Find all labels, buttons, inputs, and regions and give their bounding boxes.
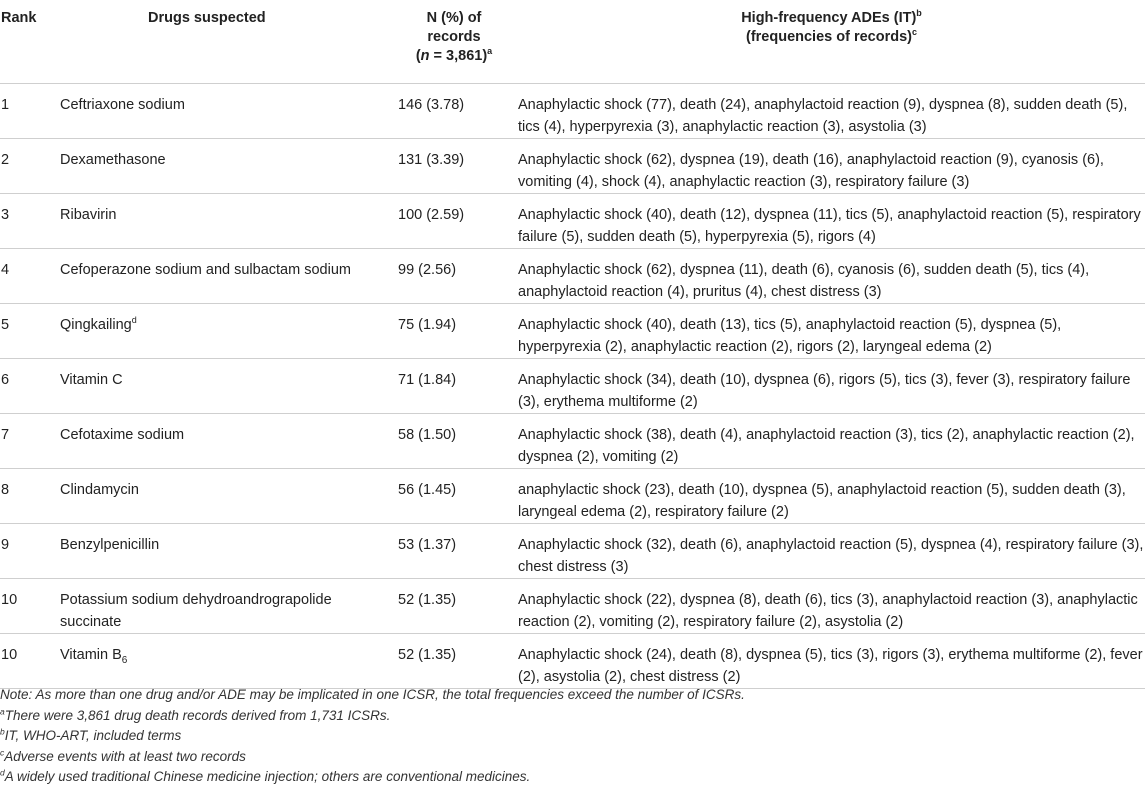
- footnote-a: [0, 706, 1145, 727]
- header-ade-sup1: b: [916, 8, 922, 19]
- footnote-b: [0, 726, 1145, 747]
- table-row: [0, 248, 1145, 303]
- footnote-a-text: There were 3,861 drug death records derived from 1,731 ICSRs.: [4, 707, 391, 723]
- cell-n: 146 (3.78): [398, 96, 465, 113]
- cell-drug: Ceftriaxone sodium: [60, 96, 185, 113]
- header-n-records: [390, 0, 518, 83]
- header-ade: [518, 0, 1145, 83]
- table-row: [0, 138, 1145, 193]
- header-n-line1: N (%) of: [426, 10, 482, 26]
- cell-rank: 2: [1, 151, 10, 168]
- table-header: [0, 0, 1145, 83]
- table-row: [0, 578, 1145, 633]
- footnote-a-mark: a: [0, 706, 5, 716]
- cell-ade: Anaphylactic shock (40), death (13), tics (5), anaphylactoid reaction (5), dyspnea (5), hyperpyrexia (2), anaphylactic reaction (2), rigors (2), laryngeal edema (2): [518, 316, 1062, 355]
- cell-ade: Anaphylactic shock (34), death (10), dyspnea (6), rigors (5), tics (3), fever (3), respiratory failure (3), erythema multiforme (2): [518, 371, 1131, 410]
- cell-rank: 4: [1, 261, 10, 278]
- cell-n: 75 (1.94): [398, 316, 457, 333]
- cell-drug: [60, 303, 390, 358]
- header-n-line2: records: [427, 29, 481, 45]
- cell-drug: Vitamin C: [60, 371, 123, 388]
- cell-drug: Potassium sodium dehydroandrograpolide succinate: [60, 591, 332, 630]
- header-n-var: n: [420, 48, 430, 64]
- cell-drug-sub: 6: [121, 654, 128, 666]
- table-row: [0, 303, 1145, 358]
- cell-drug: Cefotaxime sodium: [60, 426, 185, 443]
- cell-ade: anaphylactic shock (23), death (10), dyspnea (5), anaphylactoid reaction (5), sudden death (3), laryngeal edema (2), respiratory failure (2): [518, 481, 1126, 520]
- cell-ade: Anaphylactic shock (38), death (4), anaphylactoid reaction (3), tics (2), anaphylactic reaction (2), dyspnea (2), vomiting (2): [518, 426, 1135, 465]
- table-row: [0, 413, 1145, 468]
- header-n-open: (: [415, 48, 421, 64]
- footnote-d-mark: d: [0, 767, 5, 778]
- cell-drug: Cefoperazone sodium and sulbactam sodium: [60, 261, 351, 278]
- header-row: [0, 0, 1145, 83]
- cell-drug-sup: d: [131, 314, 137, 325]
- header-rank: Rank: [1, 10, 37, 26]
- cell-n: 52 (1.35): [398, 591, 457, 608]
- cell-drug: Clindamycin: [60, 481, 139, 498]
- table-row: [0, 633, 1145, 688]
- table-footnotes: [0, 685, 1145, 788]
- cell-n: 99 (2.56): [398, 261, 457, 278]
- cell-n: 58 (1.50): [398, 426, 457, 443]
- cell-ade: Anaphylactic shock (77), death (24), anaphylactoid reaction (9), dyspnea (8), sudden death (5), tics (4), hyperpyrexia (3), anaphylactic reaction (3), asystolia (3): [518, 96, 1128, 135]
- header-n-eq: = 3,861): [429, 48, 488, 64]
- cell-rank: 5: [1, 316, 10, 333]
- cell-drug: Benzylpenicillin: [60, 536, 160, 553]
- footnote-d-text: A widely used traditional Chinese medicine injection; others are conventional medicines.: [4, 769, 531, 784]
- cell-ade: Anaphylactic shock (62), dyspnea (11), death (6), cyanosis (6), sudden death (5), tics (4), anaphylactoid reaction (4), pruritus (4), chest distress (3): [518, 261, 1090, 300]
- cell-rank: 7: [1, 426, 10, 443]
- table-row: [0, 193, 1145, 248]
- footnote-c: [0, 747, 1145, 768]
- cell-ade: Anaphylactic shock (22), dyspnea (8), death (6), tics (3), anaphylactoid reaction (3), anaphylactic reaction (2), vomiting (2), respiratory failure (2), asystolia (2): [518, 591, 1138, 630]
- cell-drug: Ribavirin: [60, 206, 117, 223]
- footnote-note: Note: As more than one drug and/or ADE may be implicated in one ICSR, the total frequencies exceed the number of ICSRs.: [0, 687, 745, 702]
- cell-ade: Anaphylactic shock (24), death (8), dyspnea (5), tics (3), rigors (3), erythema multiforme (2), fever (2), asystolia (2), chest distress (2): [518, 646, 1143, 685]
- header-ade-line2: (frequencies of records): [745, 29, 912, 45]
- table-row: [0, 358, 1145, 413]
- cell-ade: Anaphylactic shock (32), death (6), anaphylactoid reaction (5), dyspnea (4), respiratory failure (3), chest distress (3): [518, 536, 1144, 575]
- cell-rank: 3: [1, 206, 10, 223]
- cell-rank: 1: [1, 96, 10, 113]
- header-ade-sup2: c: [911, 27, 917, 38]
- cell-drug-name: Vitamin B: [60, 646, 122, 663]
- footnote-d: [0, 767, 1145, 788]
- cell-n: 53 (1.37): [398, 536, 457, 553]
- cell-rank: 9: [1, 536, 10, 553]
- cell-ade: Anaphylactic shock (40), death (12), dyspnea (11), tics (5), anaphylactoid reaction (5), respiratory failure (5), sudden death (5), hyperpyrexia (5), rigors (4): [518, 206, 1141, 245]
- footnote-b-text: IT, WHO-ART, included terms: [4, 728, 182, 743]
- cell-n: 100 (2.59): [398, 206, 465, 223]
- header-n-sup: a: [487, 46, 493, 57]
- cell-drug-name: Qingkailing: [60, 316, 132, 333]
- cell-drug: Dexamethasone: [60, 151, 166, 168]
- table-row: [0, 83, 1145, 138]
- footnote-b-mark: b: [0, 726, 5, 737]
- cell-n: 52 (1.35): [398, 646, 457, 663]
- table-body: [0, 83, 1145, 688]
- cell-rank: 6: [1, 371, 10, 388]
- cell-rank: 10: [1, 646, 18, 663]
- header-ade-line1: High-frequency ADEs (IT): [741, 10, 917, 26]
- cell-n: 56 (1.45): [398, 481, 457, 498]
- cell-rank: 10: [1, 591, 18, 608]
- table-row: [0, 523, 1145, 578]
- cell-n: 71 (1.84): [398, 371, 457, 388]
- table-row: [0, 468, 1145, 523]
- cell-rank: 8: [1, 481, 10, 498]
- cell-drug: [60, 633, 390, 688]
- footnote-c-mark: c: [0, 747, 5, 757]
- footnote-c-text: Adverse events with at least two records: [4, 748, 246, 764]
- cell-n: 131 (3.39): [398, 151, 465, 168]
- header-drug: Drugs suspected: [148, 10, 266, 26]
- cell-ade: Anaphylactic shock (62), dyspnea (19), death (16), anaphylactoid reaction (9), cyanosis (6), vomiting (4), shock (4), anaphylactic reaction (3), respiratory failure (3): [518, 151, 1104, 190]
